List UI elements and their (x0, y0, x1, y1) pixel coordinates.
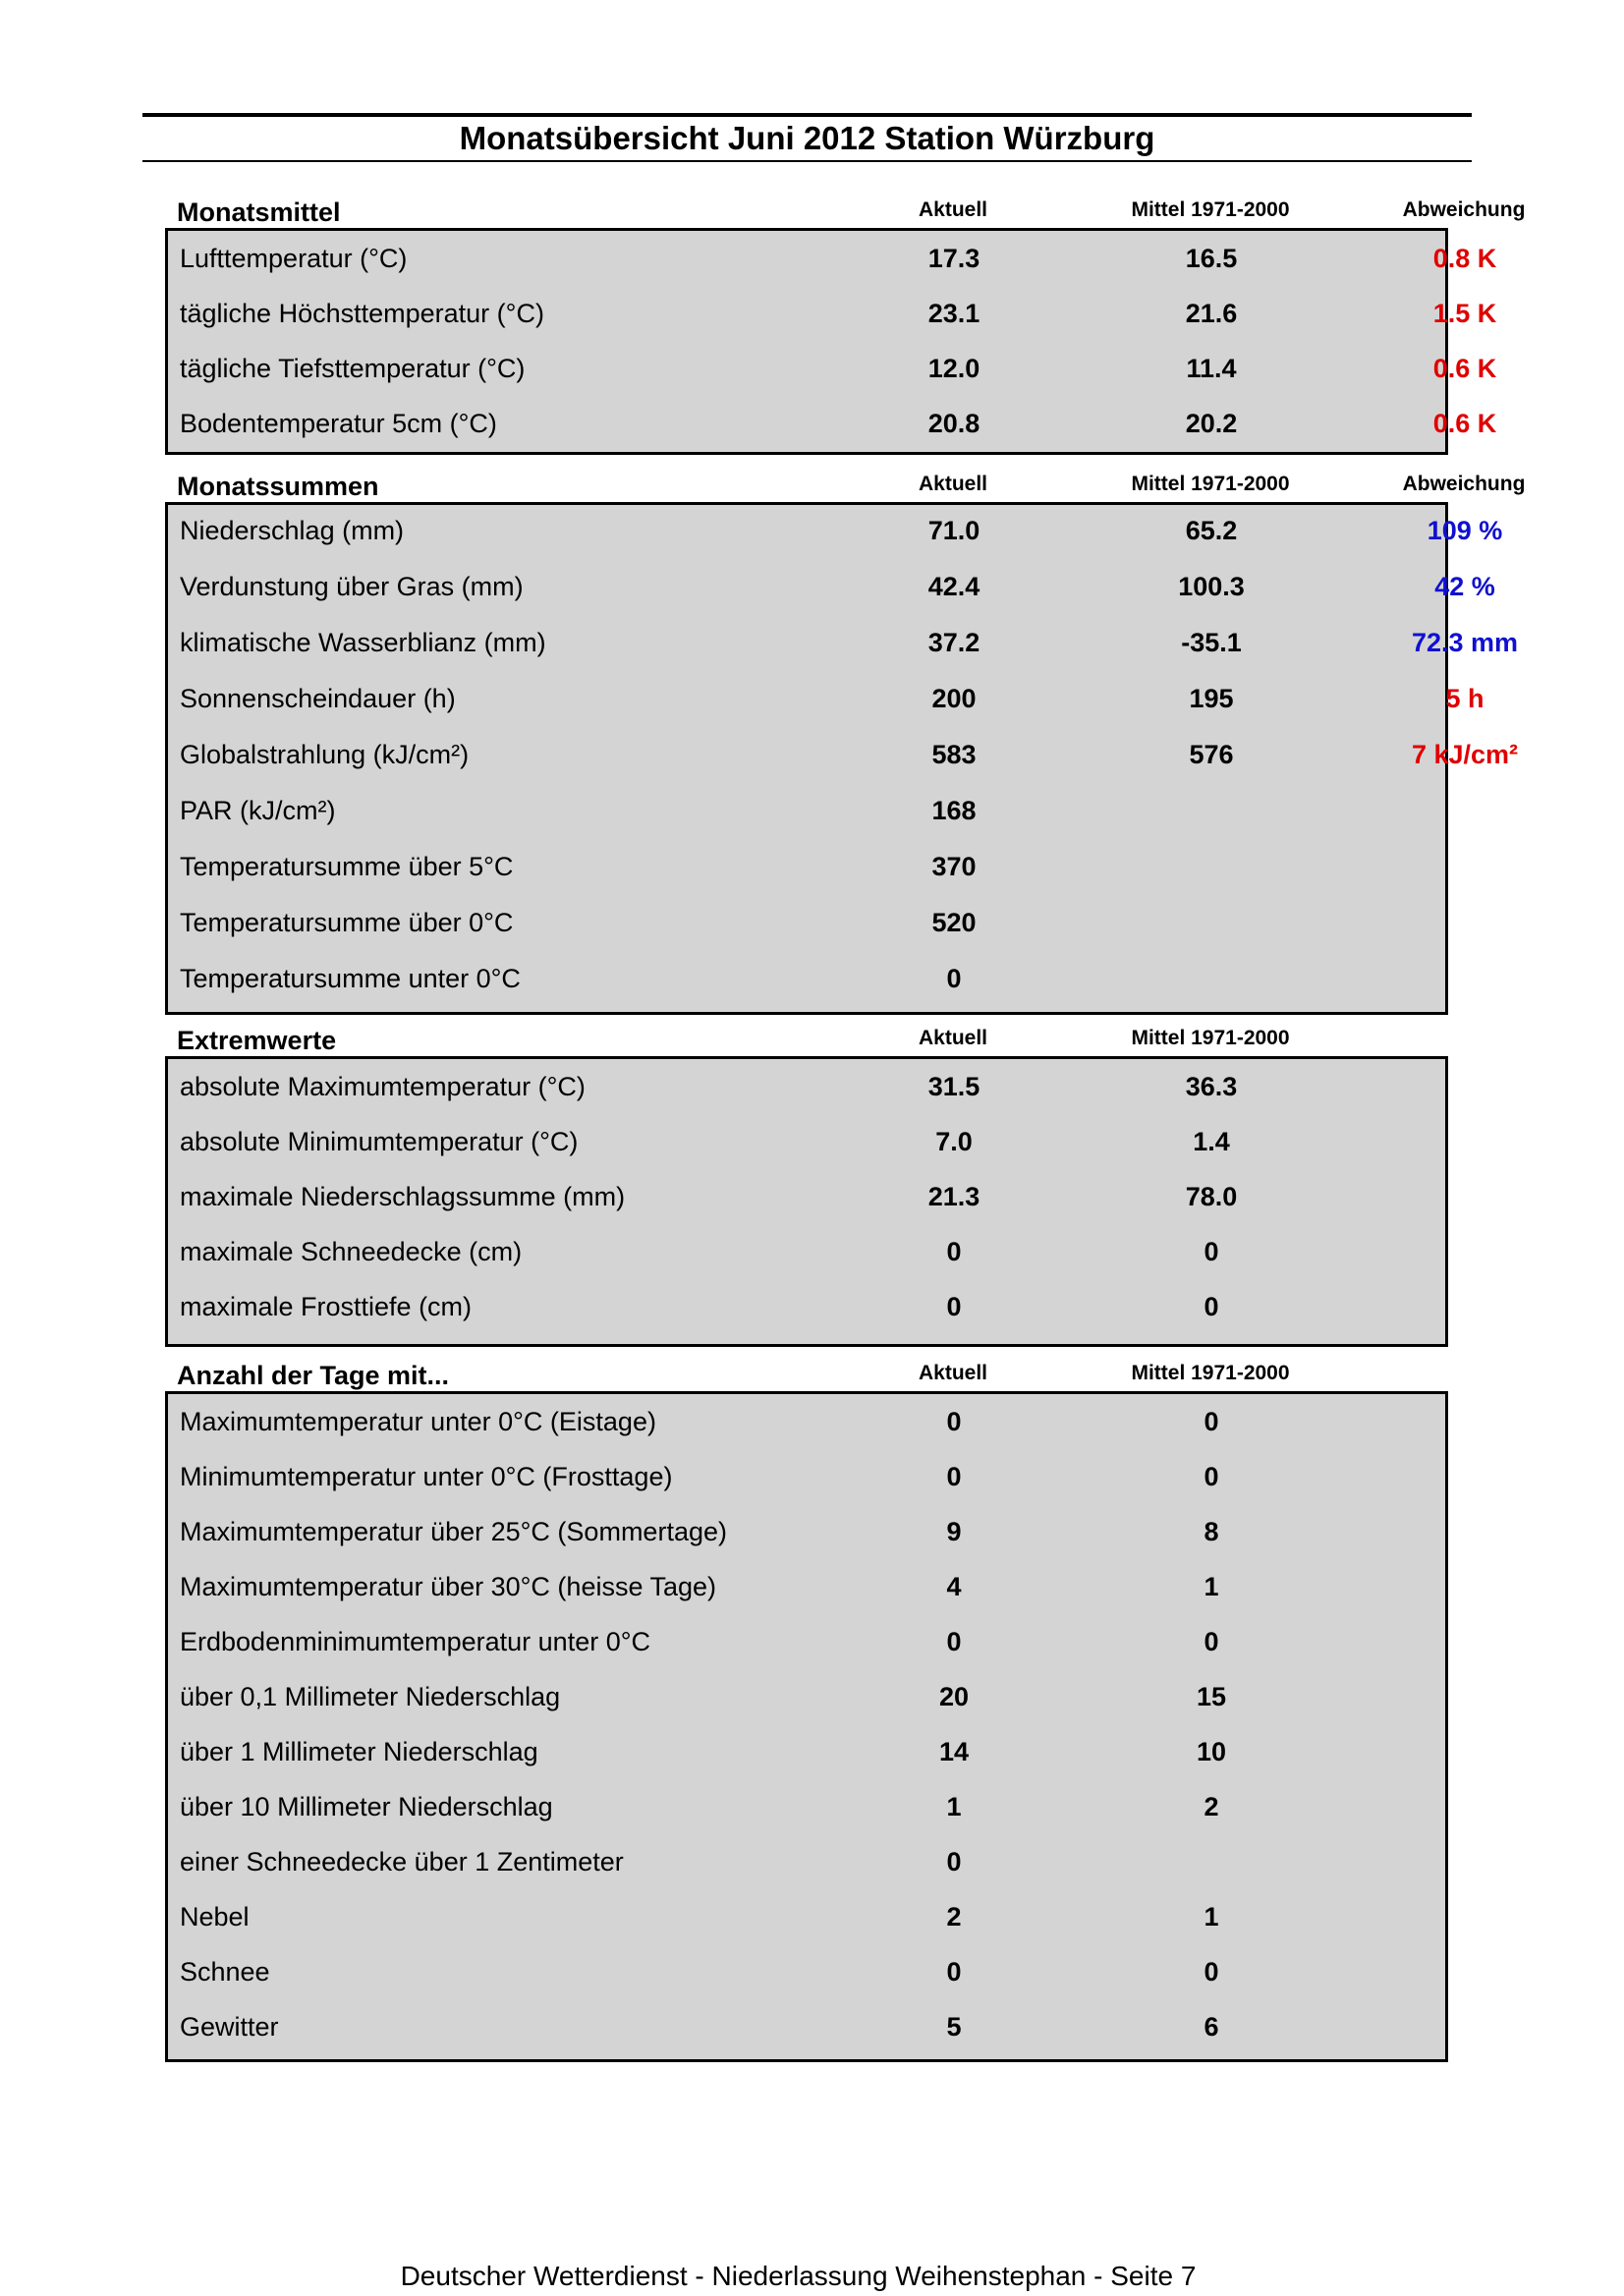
value-aktuell: 370 (931, 852, 977, 881)
value-mittel: 65.2 (1185, 516, 1238, 545)
section-monatssummen (165, 467, 1526, 1015)
table-row (168, 1614, 1445, 1669)
row-label: Bodentemperatur 5cm (°C) (180, 409, 497, 438)
row-label: maximale Schneedecke (cm) (180, 1237, 523, 1266)
row-label: Erdbodenminimumtemperatur unter 0°C (180, 1627, 651, 1656)
row-label: über 0,1 Millimeter Niederschlag (180, 1682, 561, 1711)
value-aktuell: 21.3 (927, 1182, 980, 1211)
page-footer: Deutscher Wetterdienst - Niederlassung Weihenstephan - Seite 7 (400, 2261, 1197, 2291)
column-header-aktuell: Aktuell (918, 1362, 987, 1384)
table-row (168, 341, 1497, 396)
row-label: Sonnenscheindauer (h) (180, 684, 456, 713)
value-mittel: 0 (1204, 1627, 1219, 1656)
value-aktuell: 520 (931, 908, 977, 937)
value-mittel: 21.6 (1185, 299, 1238, 328)
value-mittel: 100.3 (1178, 572, 1245, 601)
table-row (168, 615, 1519, 670)
table-row (168, 1724, 1445, 1779)
value-abweichung: 0.6 K (1432, 409, 1497, 438)
value-aktuell: 1 (946, 1792, 962, 1821)
row-label: klimatische Wasserblianz (mm) (180, 628, 546, 657)
table-row (168, 783, 1445, 838)
value-aktuell: 0 (946, 1292, 962, 1321)
row-label: Niederschlag (mm) (180, 516, 405, 545)
table-row (168, 1394, 1445, 1449)
value-mittel: 1.4 (1193, 1127, 1230, 1156)
row-label: absolute Maximumtemperatur (°C) (180, 1072, 586, 1101)
section-monatsmittel (165, 193, 1526, 455)
value-aktuell: 0 (946, 1462, 962, 1491)
value-mittel: 0 (1204, 1292, 1219, 1321)
value-abweichung: 0.6 K (1432, 354, 1497, 383)
data-box (165, 1391, 1448, 2062)
value-mittel: 0 (1204, 1237, 1219, 1266)
row-label: PAR (kJ/cm²) (180, 796, 336, 825)
column-header-mittel: Mittel 1971-2000 (1131, 1027, 1290, 1049)
table-row (168, 1889, 1445, 1944)
value-aktuell: 0 (946, 964, 962, 993)
value-aktuell: 20.8 (927, 409, 980, 438)
value-mittel: 1 (1204, 1572, 1219, 1601)
value-aktuell: 9 (946, 1517, 962, 1546)
value-mittel: 15 (1196, 1682, 1227, 1711)
value-abweichung: 42 % (1434, 572, 1495, 601)
value-mittel: 576 (1189, 740, 1234, 769)
value-mittel: 6 (1204, 2012, 1219, 2042)
table-row (168, 1669, 1445, 1724)
row-label: Lufttemperatur (°C) (180, 244, 408, 273)
value-aktuell: 168 (931, 796, 977, 825)
row-label: Minimumtemperatur unter 0°C (Frosttage) (180, 1462, 673, 1491)
row-label: Temperatursumme über 0°C (180, 908, 514, 937)
value-aktuell: 7.0 (935, 1127, 973, 1156)
section-header (165, 1356, 1448, 1391)
table-row (168, 503, 1503, 558)
section-extremwerte (165, 1021, 1448, 1347)
row-label: Verdunstung über Gras (mm) (180, 572, 524, 601)
value-aktuell: 12.0 (927, 354, 980, 383)
value-mittel: 8 (1204, 1517, 1219, 1546)
row-label: Gewitter (180, 2012, 279, 2042)
row-label: Temperatursumme unter 0°C (180, 964, 521, 993)
value-abweichung: 109 % (1427, 516, 1503, 545)
table-row (168, 1504, 1445, 1559)
row-label: Maximumtemperatur über 30°C (heisse Tage) (180, 1572, 717, 1601)
column-header-mittel: Mittel 1971-2000 (1131, 473, 1290, 495)
row-label: Nebel (180, 1902, 250, 1932)
value-aktuell: 0 (946, 1957, 962, 1987)
row-label: maximale Niederschlagssumme (mm) (180, 1182, 626, 1211)
value-mittel: 195 (1189, 684, 1234, 713)
value-aktuell: 0 (946, 1847, 962, 1876)
table-row (168, 1059, 1445, 1114)
value-aktuell: 17.3 (927, 244, 980, 273)
table-row (168, 231, 1497, 286)
table-row (168, 671, 1484, 726)
value-aktuell: 2 (946, 1902, 962, 1932)
column-header-mittel: Mittel 1971-2000 (1131, 1362, 1290, 1384)
section-header (165, 467, 1526, 502)
section-title: Anzahl der Tage mit... (177, 1361, 450, 1390)
value-mittel: 20.2 (1185, 409, 1238, 438)
value-aktuell: 200 (931, 684, 977, 713)
table-row (168, 1224, 1445, 1279)
row-label: über 1 Millimeter Niederschlag (180, 1737, 538, 1766)
column-header-abweichung: Abweichung (1402, 473, 1526, 495)
value-aktuell: 20 (938, 1682, 970, 1711)
row-label: Temperatursumme über 5°C (180, 852, 514, 881)
value-mittel: 0 (1204, 1407, 1219, 1436)
row-label: Maximumtemperatur unter 0°C (Eistage) (180, 1407, 656, 1436)
row-label: tägliche Höchsttemperatur (°C) (180, 299, 544, 328)
table-row (168, 1944, 1445, 1999)
value-mittel: 78.0 (1185, 1182, 1238, 1211)
data-box (165, 228, 1497, 455)
row-label: über 10 Millimeter Niederschlag (180, 1792, 553, 1821)
value-mittel: 10 (1196, 1737, 1227, 1766)
table-row (168, 895, 1445, 950)
table-row (168, 1169, 1445, 1224)
section-header (165, 1021, 1448, 1056)
value-aktuell: 0 (946, 1237, 962, 1266)
row-label: Schnee (180, 1957, 270, 1987)
section-title: Monatssummen (177, 472, 379, 501)
value-aktuell: 31.5 (927, 1072, 980, 1101)
row-label: maximale Frosttiefe (cm) (180, 1292, 473, 1321)
value-mittel: 36.3 (1185, 1072, 1238, 1101)
section-title: Monatsmittel (177, 197, 341, 227)
table-row (168, 1114, 1445, 1169)
row-label: einer Schneedecke über 1 Zentimeter (180, 1847, 624, 1876)
table-row (168, 1559, 1445, 1614)
value-aktuell: 42.4 (927, 572, 980, 601)
value-mittel: 0 (1204, 1957, 1219, 1987)
value-aktuell: 14 (938, 1737, 970, 1766)
value-mittel: 2 (1204, 1792, 1219, 1821)
table-row (168, 1999, 1445, 2054)
value-abweichung: 7 kJ/cm² (1411, 740, 1519, 769)
section-title: Extremwerte (177, 1026, 337, 1055)
value-aktuell: 4 (946, 1572, 962, 1601)
value-abweichung: 72.3 mm (1411, 628, 1519, 657)
table-row (168, 1779, 1445, 1834)
value-aktuell: 71.0 (927, 516, 980, 545)
table-row (168, 286, 1497, 341)
value-aktuell: 5 (946, 2012, 962, 2042)
row-label: tägliche Tiefsttemperatur (°C) (180, 354, 526, 383)
row-label: Globalstrahlung (kJ/cm²) (180, 740, 470, 769)
value-mittel: -35.1 (1181, 628, 1242, 657)
value-abweichung: 5 h (1445, 684, 1484, 713)
data-box (165, 1056, 1448, 1347)
value-aktuell: 583 (931, 740, 977, 769)
table-row (168, 559, 1495, 614)
table-row (168, 951, 1445, 1006)
column-header-aktuell: Aktuell (918, 198, 987, 221)
table-row (168, 839, 1445, 894)
page-title: Monatsübersicht Juni 2012 Station Würzburg (142, 113, 1472, 162)
value-abweichung: 1.5 K (1432, 299, 1497, 328)
column-header-aktuell: Aktuell (918, 1027, 987, 1049)
table-row (168, 727, 1519, 782)
table-row (168, 1834, 1445, 1889)
table-row (168, 1279, 1445, 1334)
column-header-abweichung: Abweichung (1402, 198, 1526, 221)
value-aktuell: 0 (946, 1627, 962, 1656)
row-label: absolute Minimumtemperatur (°C) (180, 1127, 579, 1156)
value-aktuell: 0 (946, 1407, 962, 1436)
table-row (168, 396, 1497, 451)
section-header (165, 193, 1526, 228)
row-label: Maximumtemperatur über 25°C (Sommertage) (180, 1517, 727, 1546)
value-mittel: 0 (1204, 1462, 1219, 1491)
column-header-aktuell: Aktuell (918, 473, 987, 495)
value-mittel: 1 (1204, 1902, 1219, 1932)
data-box (165, 502, 1519, 1015)
value-aktuell: 23.1 (927, 299, 980, 328)
column-header-mittel: Mittel 1971-2000 (1131, 198, 1290, 221)
value-abweichung: 0.8 K (1432, 244, 1497, 273)
table-row (168, 1449, 1445, 1504)
value-aktuell: 37.2 (927, 628, 980, 657)
section-anzahl-tage (165, 1356, 1448, 2062)
value-mittel: 11.4 (1186, 354, 1237, 383)
value-mittel: 16.5 (1185, 244, 1238, 273)
